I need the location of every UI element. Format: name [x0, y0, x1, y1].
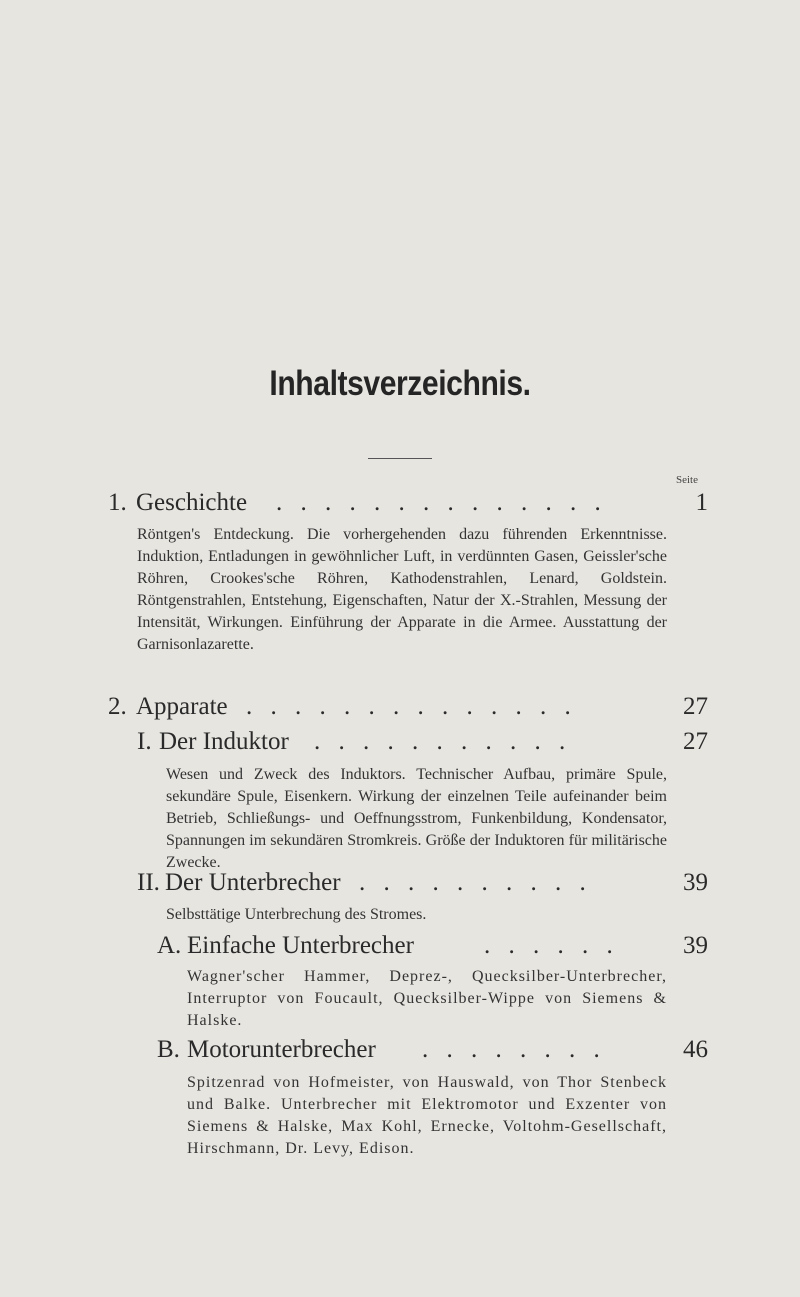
entry-page-number: 39	[683, 932, 708, 959]
entry-description: Wagner'scher Hammer, Deprez-, Quecksilber-Unterbrecher, Interruptor von Foucault, Quecksilber-Wippe von Siemens & Halske.	[187, 968, 667, 1029]
entry-number: I.	[137, 728, 152, 755]
entry-description: Spitzenrad von Hofmeister, von Hauswald, von Thor Stenbeck und Balke. Unterbrecher mit Elektromotor und Exzenter von Siemens & Halske, Max Kohl, Ernecke, Voltohm-Gesellschaft, Hirschmann, Dr. Levy, Edison.	[187, 1074, 667, 1157]
entry-label: Motorunterbrecher	[187, 1036, 376, 1063]
entry-description: Röntgen's Entdeckung. Die vorhergehenden dazu führenden Erkenntnisse. Induktion, Entladungen in gewöhnlicher Luft, in verdünnten Gasen, Geissler'sche Röhren, Crookes'sche Röhren, Kathodenstrahlen, Lenard, Goldstein. Röntgenstrahlen, Entstehung, Eigenschaften, Natur der X.-Strahlen, Messung der Intensität, Wirkungen. Einführung der Apparate in die Armee. Ausstattung der Garnisonlazarette.	[137, 526, 667, 653]
entry-number: A.	[157, 932, 182, 959]
leader-dots: . . . . . . . . . .	[359, 869, 592, 896]
entry-number: 1.	[108, 489, 127, 516]
leader-dots: . . . . . . . . . . .	[314, 728, 572, 755]
toc-entry-motorunterbrecher	[157, 1035, 708, 1065]
entry-page-number: 27	[683, 728, 708, 755]
entry-page-number: 46	[683, 1036, 708, 1063]
leader-dots: . . . . . . . . . . . . . .	[246, 693, 577, 720]
toc-entry-unterbrecher	[137, 868, 708, 898]
entry-page-number: 27	[683, 693, 708, 720]
entry-label: Der Induktor	[159, 728, 289, 755]
entry-label: Geschichte	[136, 489, 248, 516]
title-divider	[368, 458, 432, 459]
toc-entry-geschichte	[108, 488, 708, 518]
entry-number: B.	[157, 1036, 180, 1063]
leader-dots: . . . . . .	[484, 932, 619, 959]
toc-entry-induktor	[137, 727, 708, 757]
entry-description: Wesen und Zweck des Induktors. Technischer Aufbau, primäre Spule, sekundäre Spule, Eisenkern. Wirkung der einzelnen Teile aufeinander beim Betrieb, Schließungs- und Oeffnungsstrom, Funkenbildung, Kondensator, Spannungen im sekundären Stromkreis. Größe der Induktoren für militärische Zwecke.	[166, 766, 667, 871]
entry-number: II.	[137, 869, 160, 896]
leader-dots: . . . . . . . .	[422, 1036, 606, 1063]
entry-page-number: 39	[683, 869, 708, 896]
page-column-header: Seite	[676, 474, 698, 486]
leader-dots: . . . . . . . . . . . . . .	[276, 489, 607, 516]
toc-entry-einfache-unterbrecher	[157, 931, 708, 961]
entry-label: Der Unterbrecher	[165, 869, 341, 896]
toc-entry-apparate	[108, 692, 708, 722]
entry-label: Apparate	[136, 693, 228, 720]
entry-number: 2.	[108, 693, 127, 720]
entry-page-number: 1	[695, 489, 708, 516]
entry-description: Selbsttätige Unterbrechung des Stromes.	[166, 906, 427, 923]
entry-label: Einfache Unterbrecher	[187, 932, 414, 959]
page-title: Inhaltsverzeichnis.	[269, 364, 531, 403]
